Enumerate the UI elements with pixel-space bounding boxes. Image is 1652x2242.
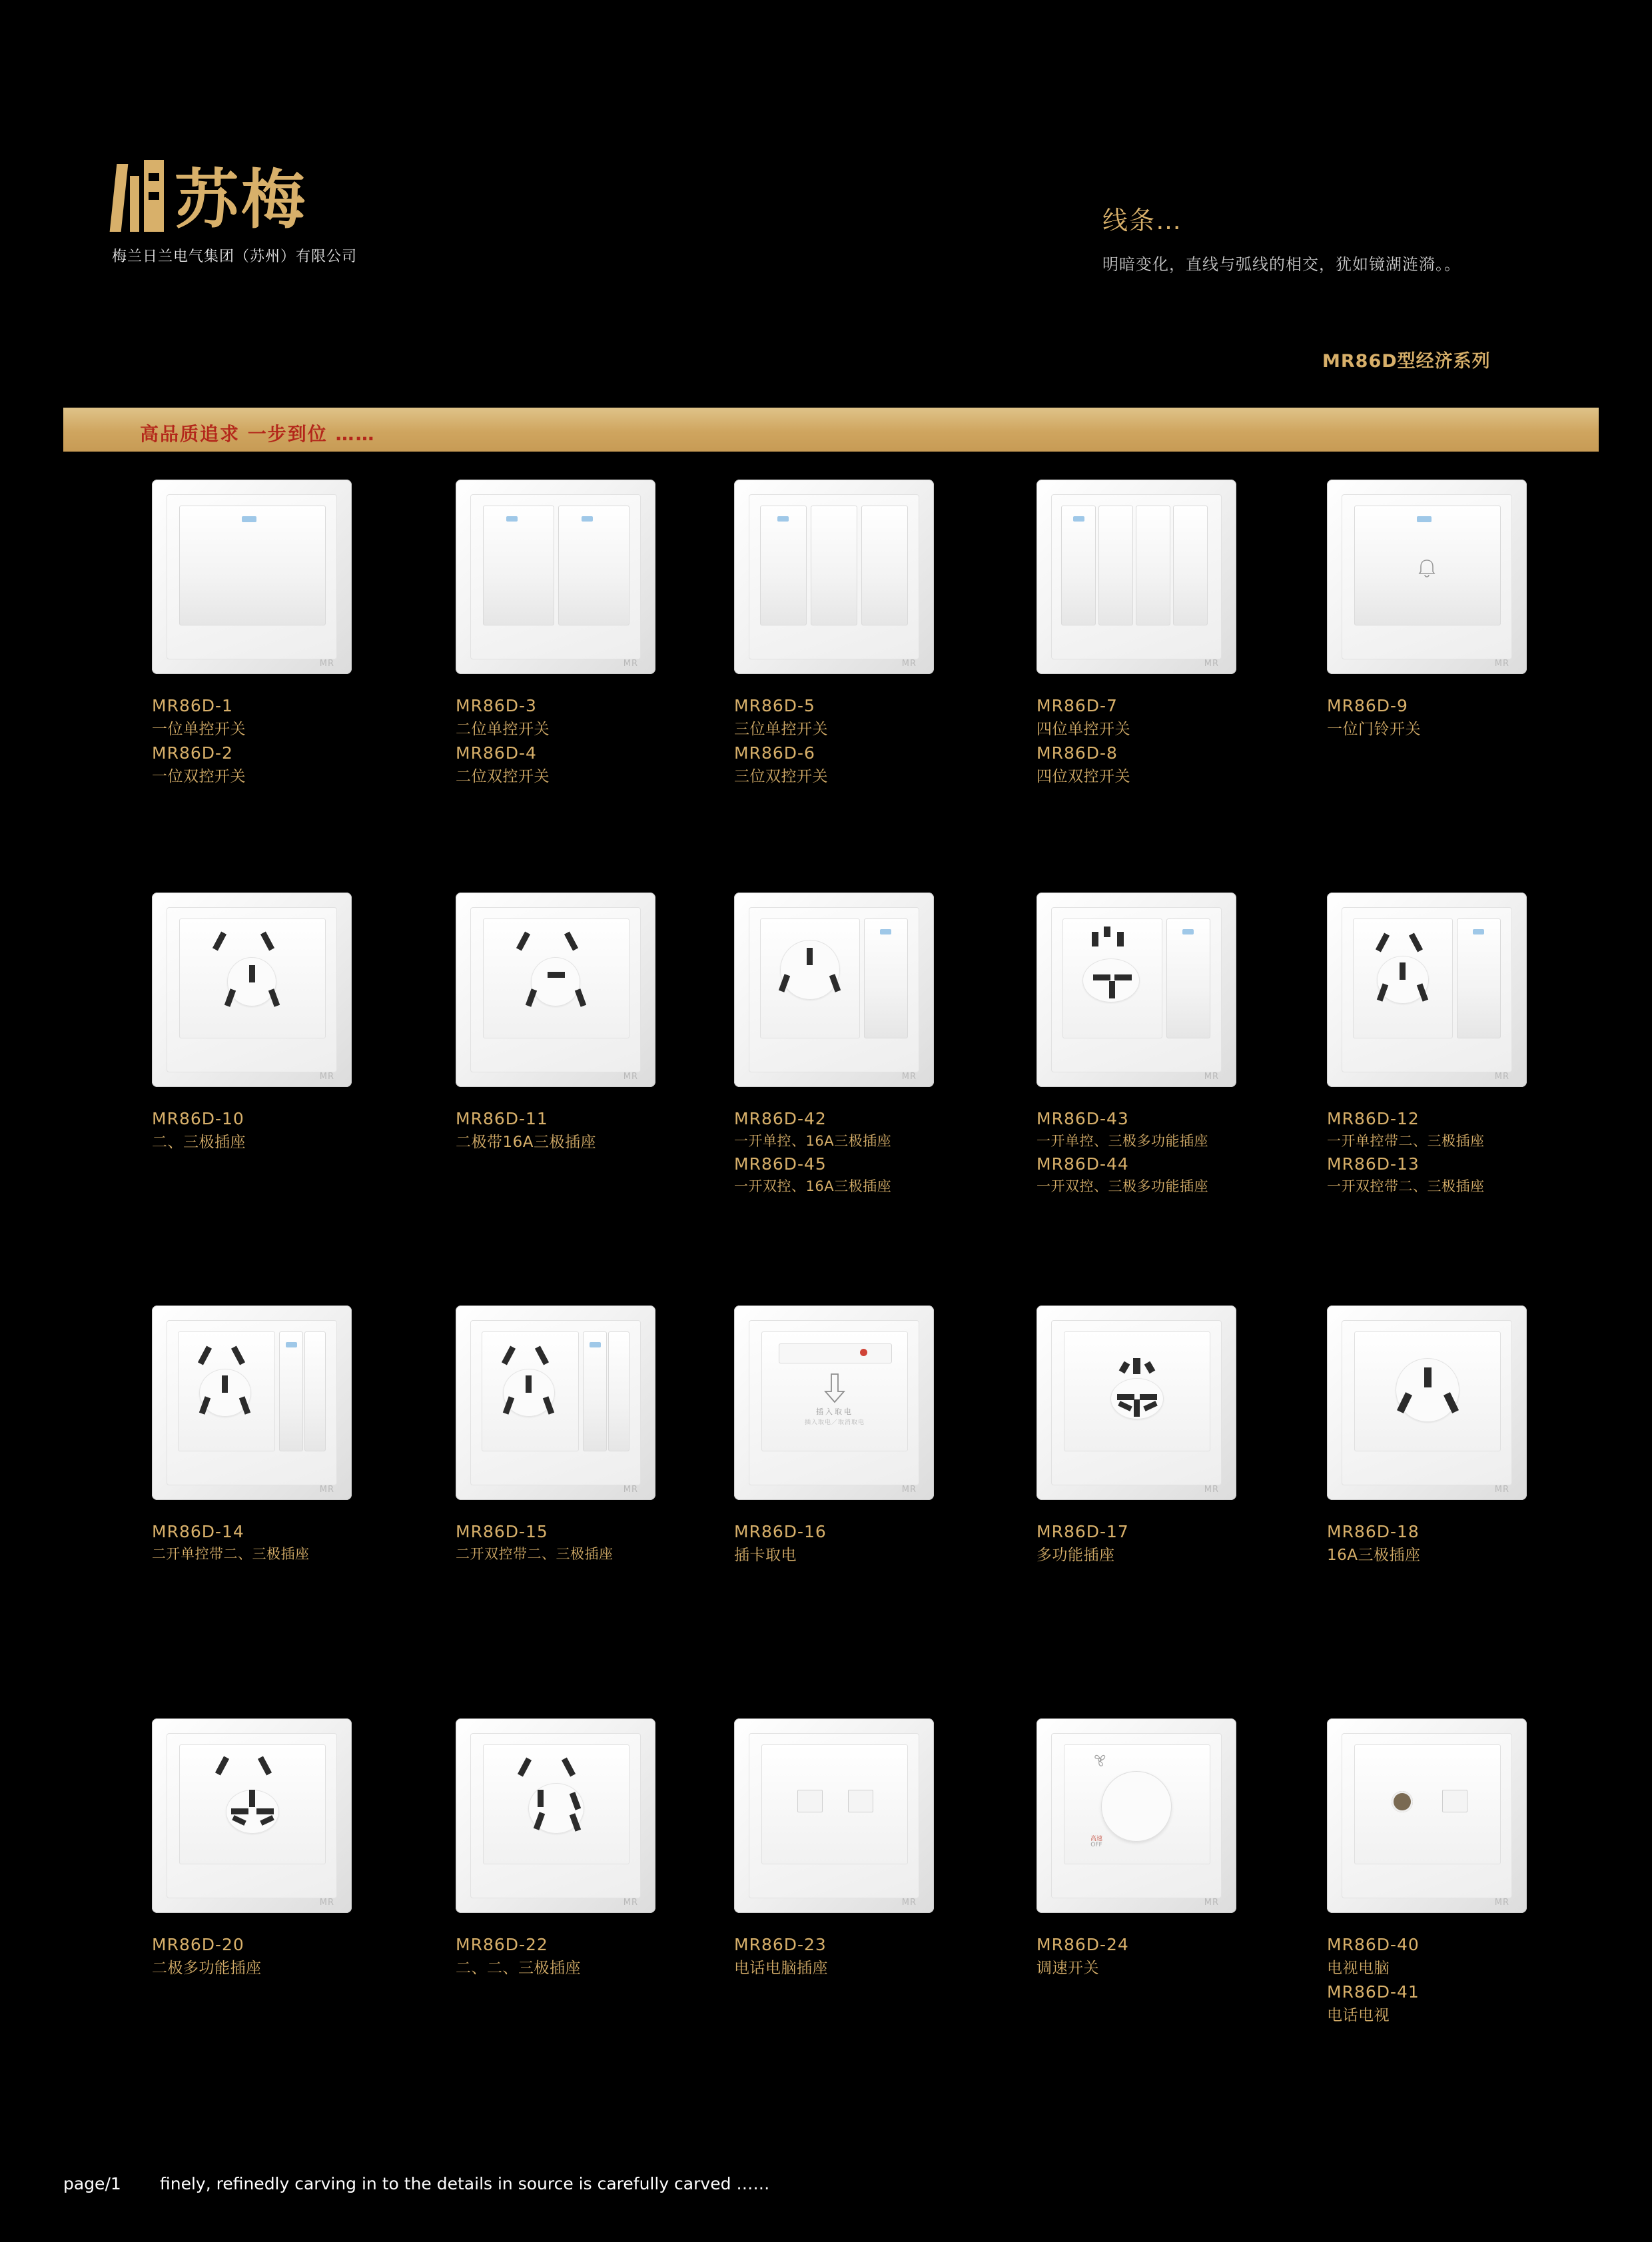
product-image bbox=[456, 1718, 662, 1918]
product-grid bbox=[0, 466, 1652, 2118]
product-card[interactable] bbox=[1327, 1306, 1627, 1567]
brandmark: MR bbox=[319, 1485, 334, 1495]
product-image bbox=[734, 480, 941, 679]
product-desc: 二开双控带二、三极插座 bbox=[456, 1546, 614, 1563]
product-card[interactable] bbox=[1036, 1306, 1336, 1567]
product-card[interactable] bbox=[734, 893, 1034, 1198]
product-code: MR86D-44 bbox=[1036, 1154, 1129, 1174]
banner-text: 高品质追求 一步到位 …… bbox=[140, 423, 376, 445]
brandmark: MR bbox=[901, 1485, 917, 1495]
product-code: MR86D-45 bbox=[734, 1154, 827, 1174]
product-code: MR86D-2 bbox=[152, 743, 233, 763]
product-code: MR86D-4 bbox=[456, 743, 537, 763]
product-card[interactable] bbox=[1036, 480, 1336, 789]
down-arrow-icon bbox=[823, 1373, 847, 1405]
tagline bbox=[1102, 200, 1595, 274]
product-card[interactable] bbox=[456, 1306, 755, 1565]
product-code: MR86D-40 bbox=[1327, 1935, 1420, 1954]
product-image bbox=[152, 1718, 358, 1918]
product-code: MR86D-17 bbox=[1036, 1522, 1129, 1541]
product-card[interactable] bbox=[734, 1306, 1034, 1567]
logo-wordmark: 苏梅 bbox=[175, 163, 308, 237]
product-image bbox=[1327, 480, 1533, 679]
indicator-led bbox=[860, 1349, 867, 1356]
product-card[interactable] bbox=[456, 480, 755, 789]
tagline-title: 线条… bbox=[1102, 206, 1183, 235]
product-image bbox=[1327, 1718, 1533, 1918]
product-desc: 一位门铃开关 bbox=[1327, 721, 1421, 739]
company-name: 梅兰日兰电气集团（苏州）有限公司 bbox=[112, 248, 358, 265]
brandmark: MR bbox=[319, 1898, 334, 1908]
brandmark: MR bbox=[1204, 659, 1219, 669]
product-desc: 二、二、三极插座 bbox=[456, 1960, 581, 1978]
product-card[interactable] bbox=[152, 1306, 452, 1565]
card-insert-label: 插入取电 bbox=[816, 1407, 853, 1416]
product-card[interactable] bbox=[1327, 893, 1627, 1198]
product-image bbox=[152, 480, 358, 679]
product-card[interactable] bbox=[1036, 1718, 1336, 1980]
brandmark: MR bbox=[1204, 1485, 1219, 1495]
brand-logo bbox=[112, 160, 432, 266]
product-desc: 一开双控、三极多功能插座 bbox=[1036, 1178, 1208, 1194]
product-desc: 多功能插座 bbox=[1036, 1547, 1115, 1565]
product-image bbox=[734, 1718, 941, 1918]
series-title: MR86D型经济系列 bbox=[1322, 351, 1491, 372]
product-row bbox=[0, 879, 1652, 1292]
product-card[interactable] bbox=[152, 480, 452, 789]
product-card[interactable] bbox=[1327, 480, 1627, 741]
product-desc: 三位双控开关 bbox=[734, 768, 828, 785]
product-image bbox=[152, 1306, 358, 1505]
product-row bbox=[0, 1292, 1652, 1705]
product-desc: 调速开关 bbox=[1036, 1960, 1099, 1978]
product-code: MR86D-12 bbox=[1327, 1109, 1420, 1128]
product-code: MR86D-7 bbox=[1036, 696, 1118, 715]
product-row bbox=[0, 1705, 1652, 2118]
product-image bbox=[1036, 1306, 1243, 1505]
brandmark: MR bbox=[901, 1072, 917, 1082]
brandmark: MR bbox=[319, 1072, 334, 1082]
product-desc: 一开单控、16A三极插座 bbox=[734, 1133, 892, 1150]
brandmark: MR bbox=[1204, 1898, 1219, 1908]
product-code: MR86D-1 bbox=[152, 696, 233, 715]
brandmark: MR bbox=[623, 1072, 638, 1082]
page-number: page/1 bbox=[63, 2174, 121, 2193]
product-desc: 四位单控开关 bbox=[1036, 721, 1130, 739]
page-header bbox=[0, 0, 1652, 373]
product-image bbox=[1327, 1306, 1533, 1505]
product-card[interactable] bbox=[456, 1718, 755, 1980]
product-code: MR86D-10 bbox=[152, 1109, 244, 1128]
product-card[interactable] bbox=[152, 1718, 452, 1980]
product-code: MR86D-16 bbox=[734, 1522, 827, 1541]
card-insert-sub: 插入取电／取消取电 bbox=[804, 1419, 865, 1426]
product-code: MR86D-15 bbox=[456, 1522, 548, 1541]
product-desc: 二位双控开关 bbox=[456, 768, 550, 785]
product-card[interactable] bbox=[1036, 893, 1336, 1198]
page-footer bbox=[0, 2167, 1652, 2207]
product-desc: 二极带16A三极插座 bbox=[456, 1134, 597, 1152]
gold-banner bbox=[63, 408, 1599, 452]
product-image bbox=[734, 1306, 941, 1505]
product-code: MR86D-9 bbox=[1327, 696, 1408, 715]
product-code: MR86D-22 bbox=[456, 1935, 548, 1954]
product-code: MR86D-3 bbox=[456, 696, 537, 715]
product-image bbox=[734, 893, 941, 1092]
brandmark: MR bbox=[623, 659, 638, 669]
product-code: MR86D-6 bbox=[734, 743, 815, 763]
product-desc: 二开单控带二、三极插座 bbox=[152, 1546, 310, 1563]
brandmark: MR bbox=[1494, 1485, 1509, 1495]
product-image bbox=[1036, 893, 1243, 1092]
product-code: MR86D-20 bbox=[152, 1935, 244, 1954]
product-code: MR86D-14 bbox=[152, 1522, 244, 1541]
product-card[interactable] bbox=[456, 893, 755, 1154]
product-image bbox=[152, 893, 358, 1092]
product-code: MR86D-11 bbox=[456, 1109, 548, 1128]
product-image bbox=[456, 1306, 662, 1505]
product-desc: 一开双控、16A三极插座 bbox=[734, 1178, 892, 1194]
product-card[interactable] bbox=[734, 1718, 1034, 1980]
brandmark: MR bbox=[1494, 659, 1509, 669]
product-image bbox=[1036, 480, 1243, 679]
product-image bbox=[456, 893, 662, 1092]
product-image bbox=[1327, 893, 1533, 1092]
logo-mark-icon bbox=[112, 160, 165, 232]
product-desc: 电话电视 bbox=[1327, 2007, 1390, 2024]
product-code: MR86D-18 bbox=[1327, 1522, 1420, 1541]
product-card[interactable] bbox=[1327, 1718, 1627, 2028]
product-code: MR86D-13 bbox=[1327, 1154, 1420, 1174]
brandmark: MR bbox=[319, 659, 334, 669]
product-code: MR86D-41 bbox=[1327, 1982, 1420, 2002]
fan-icon bbox=[1092, 1752, 1108, 1767]
product-desc: 一位双控开关 bbox=[152, 768, 246, 785]
product-desc: 二、三极插座 bbox=[152, 1134, 246, 1152]
product-desc: 三位单控开关 bbox=[734, 721, 828, 739]
brandmark: MR bbox=[901, 659, 917, 669]
product-code: MR86D-23 bbox=[734, 1935, 827, 1954]
brandmark: MR bbox=[1204, 1072, 1219, 1082]
product-desc: 一开双控带二、三极插座 bbox=[1327, 1178, 1485, 1194]
brandmark: MR bbox=[1494, 1072, 1509, 1082]
product-row bbox=[0, 466, 1652, 879]
brandmark: MR bbox=[623, 1898, 638, 1908]
brandmark: MR bbox=[1494, 1898, 1509, 1908]
product-desc: 一开单控、三极多功能插座 bbox=[1036, 1133, 1208, 1150]
product-desc: 一开单控带二、三极插座 bbox=[1327, 1133, 1485, 1150]
product-code: MR86D-24 bbox=[1036, 1935, 1129, 1954]
product-code: MR86D-8 bbox=[1036, 743, 1118, 763]
product-desc: 插卡取电 bbox=[734, 1547, 797, 1565]
footer-tagline: finely, refinedly carving in to the details in source is carefully carved …… bbox=[160, 2174, 770, 2193]
product-desc: 二位单控开关 bbox=[456, 721, 550, 739]
bell-icon bbox=[1417, 559, 1437, 577]
product-image: 高速 OFF MR bbox=[1036, 1718, 1243, 1918]
product-code: MR86D-42 bbox=[734, 1109, 827, 1128]
product-card[interactable] bbox=[152, 893, 452, 1154]
product-desc: 四位双控开关 bbox=[1036, 768, 1130, 785]
brandmark: MR bbox=[901, 1898, 917, 1908]
product-desc: 一位单控开关 bbox=[152, 721, 246, 739]
product-code: MR86D-5 bbox=[734, 696, 815, 715]
product-code: MR86D-43 bbox=[1036, 1109, 1129, 1128]
product-image bbox=[456, 480, 662, 679]
tagline-subtitle: 明暗变化，直线与弧线的相交，犹如镜湖涟漪。。 bbox=[1102, 255, 1461, 274]
product-desc: 二极多功能插座 bbox=[152, 1960, 262, 1978]
brandmark: MR bbox=[623, 1485, 638, 1495]
product-desc: 电视电脑 bbox=[1327, 1960, 1390, 1978]
product-card[interactable] bbox=[734, 480, 1034, 789]
product-desc: 16A三极插座 bbox=[1327, 1547, 1421, 1565]
product-desc: 电话电脑插座 bbox=[734, 1960, 828, 1978]
